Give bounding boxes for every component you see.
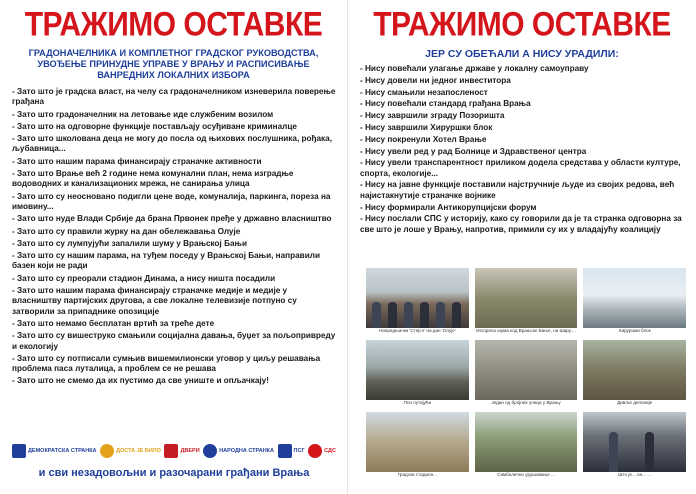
right-subtitle: ЈЕР СУ ОБЕЋАЛИ А НИСУ УРАДИЛИ: — [425, 48, 619, 60]
photo — [366, 412, 469, 472]
party-logo-icon — [12, 444, 26, 458]
person-figure — [420, 302, 429, 328]
photo — [475, 268, 578, 328]
party-logo-icon — [164, 444, 178, 458]
photo-cell — [583, 412, 686, 482]
party-logo — [100, 444, 161, 458]
photo — [366, 268, 469, 328]
photo — [366, 340, 469, 400]
photo-cell — [366, 340, 469, 410]
photo-caption: Напредњачки 'Стејсл' на дан 'Олује' — [378, 328, 456, 333]
party-logo — [164, 444, 199, 458]
person-figure — [645, 432, 654, 472]
party-logo-label: ДВЕРИ — [180, 448, 200, 454]
reason-item: - Зато што градоначелник на летовање иде службеним возилом — [12, 109, 274, 119]
person-figure — [388, 302, 397, 328]
reason-item: - Зато што су нашим парама, на туђем поседу у Врањској Бањи, направили базен који не ради — [12, 251, 320, 271]
promise-item: - Нису завршили Хируршки блок — [360, 122, 493, 132]
photo-caption: Изгорела шума код Врањске Бање, на Шару.... — [476, 328, 576, 333]
left-subtitle: ГРАДОНАЧЕЛНИКА И КОМПЛЕТНОГ ГРАДСКОГ РУКОВОДСТВА, УВОЂЕЊЕ ПРИНУДНЕ УПРАВЕ У ВРАЊУ И РАСПИСИВАЊЕ ВАНРЕДНИХ ЛОКАЛНИХ ИЗБОРА — [28, 48, 319, 80]
party-logo — [203, 444, 274, 458]
reasons-list — [0, 87, 347, 387]
person-figure — [436, 302, 445, 328]
party-logo-icon — [308, 444, 322, 458]
photo — [475, 340, 578, 400]
photo — [583, 268, 686, 328]
photo-cell — [366, 412, 469, 482]
party-logo-label: ДОСТА ЈЕ БИЛО — [116, 448, 161, 454]
reason-item: - Зато што не смемо да их пустимо да све униште и опљачкају! — [12, 376, 269, 386]
photo — [583, 412, 686, 472]
photo-grid — [366, 268, 686, 482]
promise-item: - Нису повећали улагање државе у локалну самоуправу — [360, 64, 589, 73]
promise-item: - Нису увели ред у рад Болнице и Здравственог центра — [360, 146, 587, 156]
person-figure — [372, 302, 381, 328]
person-figure — [404, 302, 413, 328]
photo-cell — [475, 340, 578, 410]
photo-caption: Хируршки блок — [618, 328, 651, 333]
party-logo — [278, 444, 305, 458]
photo-caption: Дивље депоније — [617, 400, 653, 405]
reason-item: - Зато што нашим парама финансирају страначке медије и медије у власништву партијских другова, а све локалне телевизије потпуно су затворили за припаднике опозиције — [12, 286, 297, 316]
reason-item: - Зато што су потписали сумњив вишемилионски уговор у циљу решавања проблема паса луталица, а проблем се не решава — [12, 353, 321, 374]
photo-cell — [475, 268, 578, 338]
photo-cell — [366, 268, 469, 338]
reason-item: - Зато што су неосновано подигли цене воде, комуналија, паркинга, пореза на имовину... — [12, 191, 331, 211]
party-logo — [308, 444, 336, 458]
promise-item: - Нису увели транспарентност приликом додела средстава у области културе, спорта, екологије... — [360, 158, 681, 178]
reason-item: - Зато што Врање већ 2 године нема комунални план, нема изградње водоводних и канализационих мрежа, не санирања улица — [12, 169, 294, 189]
promise-item: - Нису формирали Антикорупцијски форум — [360, 202, 537, 212]
person-figure — [609, 432, 618, 472]
reason-item: - Зато што немамо бесплатан вртић за треће дете — [12, 318, 215, 328]
promise-item: - Нису повећали стандард грађана Врања — [360, 99, 531, 109]
party-logo-label: ДЕМОКРАТСКА СТРАНКА — [28, 448, 97, 454]
reason-item: - Зато што су преорали стадион Динама, а нису ништа посадили — [12, 273, 276, 283]
person-figure — [452, 302, 461, 328]
party-logo-icon — [278, 444, 292, 458]
promise-item: - Нису послали СПС у историју, како су говорили да је та странка одговорна за све што је лоше у Врању, напротив, примили су их у владајућу коалицију — [360, 214, 682, 234]
photo-caption: Симболично урушавање ... — [497, 472, 555, 477]
photo-cell — [583, 340, 686, 410]
photo — [583, 340, 686, 400]
left-headline: ТРАЖИМО ОСТАВКЕ — [24, 5, 323, 44]
party-logo-label: ПСГ — [293, 448, 305, 454]
reason-item: - Зато што школована деца не могу до посла од њихових послушника, рођака, љубавница... — [12, 134, 332, 154]
reason-item: - Зато што су вишеструко смањили социјална давања, буџет за пољопривреду и екологију — [12, 331, 336, 351]
promise-item: - Нису довели ни једног инвеститора — [360, 75, 511, 85]
party-logo-icon — [100, 444, 114, 458]
party-logo-label: НАРОДНА СТРАНКА — [219, 448, 274, 454]
photo-caption: Један од бројних улица у Врању — [491, 400, 561, 405]
promise-item: - Нису завршили зграду Позоришта — [360, 111, 505, 121]
reason-item: - Зато што нашим парама финансирају страначке активности — [12, 156, 262, 166]
reason-item: - Зато што нуде Влади Србије да брана Првонек пређе у државно власништво — [12, 214, 332, 224]
party-logos — [12, 440, 336, 462]
reason-item: - Зато што на одговорне функције постављају осуђиване криминалце — [12, 121, 297, 131]
photo-caption: Пси лутајући — [403, 400, 432, 405]
right-headline: ТРАЖИМО ОСТАВКЕ — [373, 5, 671, 44]
party-logo-icon — [203, 444, 217, 458]
promise-item: - Нису покренули Хотел Врање — [360, 134, 487, 144]
party-logo — [12, 444, 97, 458]
reason-item: - Зато што су лумпујући запалили шуму у Врањској Бањи — [12, 238, 247, 248]
photo-cell — [583, 268, 686, 338]
promise-item: - Нису на јавне функције поставили најстручније људе из својих редова, већ најистакнутије страначке војнике — [360, 180, 675, 200]
reason-item: - Зато што су правили журку на дан обележавања Олује — [12, 226, 241, 236]
photo-cell — [475, 412, 578, 482]
photo-caption: Што је... он... ... — [618, 472, 652, 477]
photo-caption: Градски стадион... — [397, 472, 437, 477]
promises-list — [348, 64, 696, 235]
left-footer: и сви незадовољни и разочарани грађани Врања — [38, 467, 310, 479]
reason-item: - Зато што је градска власт, на челу са градоначелником изневерила поверење грађана — [12, 87, 336, 107]
photo — [475, 412, 578, 472]
promise-item: - Нису смањили незапосленост — [360, 87, 488, 97]
right-column — [348, 0, 696, 494]
party-logo-label: СДС — [324, 448, 336, 454]
